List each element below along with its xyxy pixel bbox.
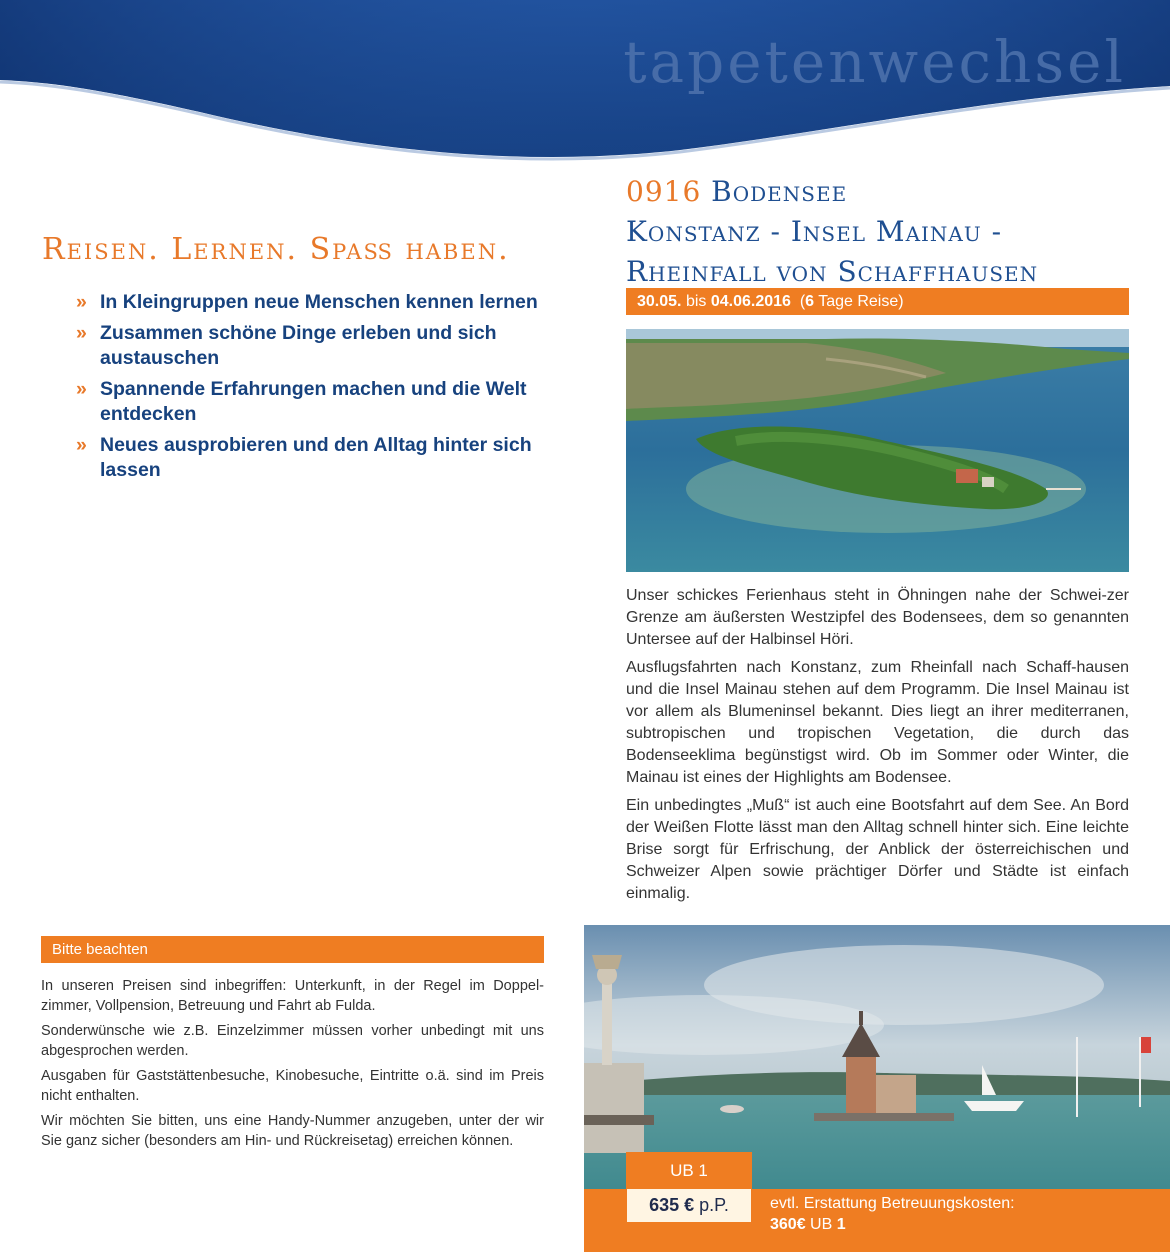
notice-paragraph: Sonderwünsche wie z.B. Einzelzimmer müssen vorher unbedingt mit uns abgesprochen werden. — [41, 1023, 544, 1059]
feature-text: Zusammen schöne Dinge erleben und sich austauschen — [100, 322, 497, 369]
feature-item — [76, 433, 546, 483]
feature-item — [76, 321, 546, 371]
bullet-marker: » — [76, 378, 87, 400]
feature-text: Spannende Erfahrungen machen und die Welt entdecken — [100, 378, 527, 425]
tagline: Reisen. Lernen. Spaß haben. — [42, 232, 510, 267]
price-amount: 635 € — [649, 1195, 695, 1215]
bullet-marker: » — [76, 322, 87, 344]
description-paragraph: Ausflugsfahrten nach Konstanz, zum Rheinfall nach Schaff-hausen und die Insel Mainau stehen auf dem Programm. Die Insel Mainau ist vor allem als Blumeninsel bekannt. Dies liegt an ihrer mediterranen, subtropischen und tropischen Vegetation, die durch das Bodenseeklima begünstigst wird. Ob im Sommer oder Winter, die Mainau ist eines der Highlights am Bodensee. — [626, 659, 1129, 786]
price-unit: p.P. — [699, 1195, 729, 1215]
refund-info — [770, 1193, 1015, 1235]
island-aerial-photo — [626, 329, 1129, 572]
brand-logo-text: tapetenwechsel — [623, 28, 1126, 96]
feature-item — [76, 377, 546, 427]
notice-text — [41, 976, 544, 1156]
bullet-marker: » — [76, 434, 87, 456]
notice-paragraph: Wir möchten Sie bitten, uns eine Handy-Nummer anzugeben, unter der wir Sie ganz sicher (besonders am Hin- und Rückreisetag) erreichen können. — [41, 1113, 544, 1149]
trip-title-line2: Konstanz - Insel Mainau - — [626, 215, 1003, 248]
refund-amount: 360€ — [770, 1216, 806, 1233]
date-sep: bis — [685, 293, 707, 310]
feature-item — [76, 290, 546, 315]
trip-code: 0916 — [626, 175, 702, 208]
duration-text: Tage Reise) — [818, 293, 904, 310]
notice-paragraph: In unseren Preisen sind inbegriffen: Unterkunft, in der Regel im Doppel-zimmer, Vollpension, Betreuung und Fahrt ab Fulda. — [41, 978, 544, 1014]
duration-num: 6 — [805, 293, 815, 310]
price-box — [627, 1189, 751, 1222]
trip-region: Bodensee — [711, 175, 848, 208]
description-paragraph: Ein unbedingtes „Muß“ ist auch eine Bootsfahrt auf dem See. An Bord der Weißen Flotte lässt man den Alltag schnell hinter sich. Eine leichte Brise sorgt für Erfrischung, der Anblick der österreichischen und Schweizer Alpen sowie prächtiger Dörfer und Städte ist einfach einmalig. — [626, 797, 1129, 902]
date-to: 04.06.2016 — [710, 293, 791, 310]
trip-title-line3: Rheinfall von Schaffhausen — [626, 255, 1039, 288]
feature-list — [76, 290, 546, 489]
refund-label: evtl. Erstattung Betreuungskosten: — [770, 1195, 1015, 1212]
date-from: 30.05. — [637, 293, 682, 310]
trip-title — [626, 172, 1038, 292]
refund-category: UB — [810, 1216, 833, 1233]
trip-description — [626, 585, 1129, 911]
notice-title-bar: Bitte beachten — [41, 936, 544, 963]
feature-text: In Kleingruppen neue Menschen kennen lernen — [100, 291, 538, 313]
duration-open: ( — [799, 293, 806, 310]
notice-paragraph: Ausgaben für Gaststättenbesuche, Kinobesuche, Eintritte o.ä. sind im Preis nicht enthalten. — [41, 1068, 544, 1104]
price-category-label: UB 1 — [626, 1152, 752, 1189]
description-paragraph: Unser schickes Ferienhaus steht in Öhningen nahe der Schwei-zer Grenze am äußersten Westzipfel des Bodensees, dem so genannten Untersee auf der Halbinsel Höri. — [626, 587, 1129, 648]
refund-category-number: 1 — [836, 1216, 846, 1233]
feature-text: Neues ausprobieren und den Alltag hinter sich lassen — [100, 434, 532, 481]
bullet-marker: » — [76, 291, 87, 313]
date-bar — [626, 288, 1129, 315]
